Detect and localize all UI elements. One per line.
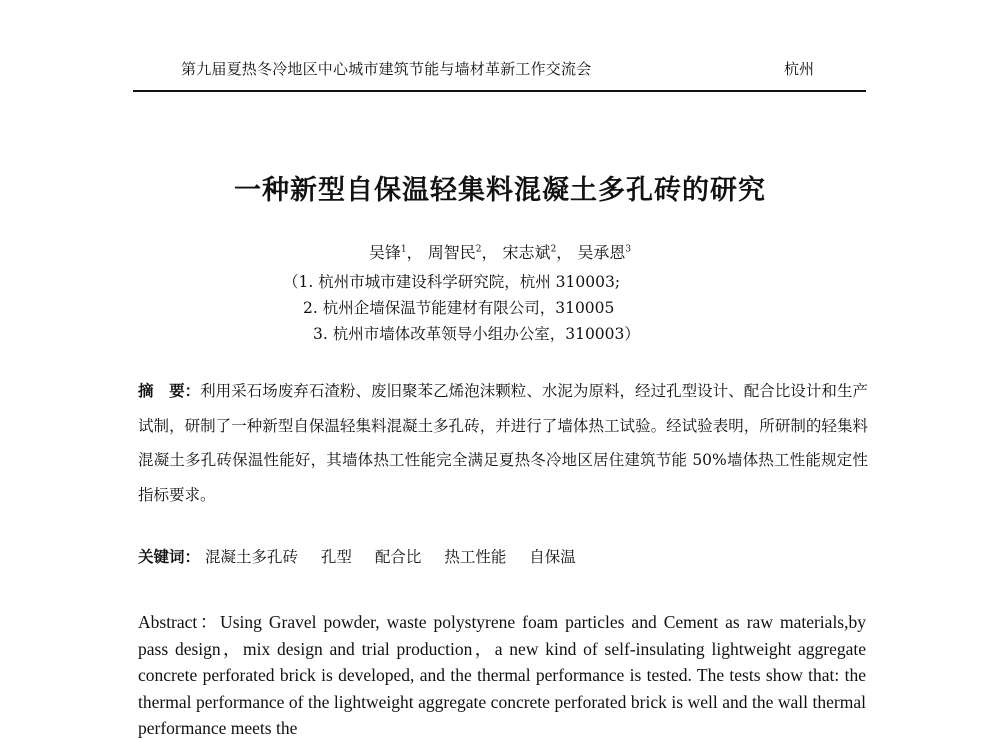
keyword: 混凝土多孔砖 [204,548,298,566]
affiliation-1: （1. 杭州市城市建设科学研究院，杭州 310003; [283,273,621,291]
keyword: 热工性能 [444,548,507,566]
author-affiliation-mark: 1 [400,244,407,255]
author-list [0,240,1000,263]
chinese-abstract [138,374,868,512]
author-separator: ， [481,243,498,262]
author-name: 吴锋 [368,243,401,262]
abstract-text: 利用采石场废弃石渣粉、废旧聚苯乙烯泡沫颗粒、水泥为原料，经过孔型设计、配合比设计和生产试制，研制了一种新型自保温轻集料混凝土多孔砖，并进行了墙体热工试验。经试验表明，所研制的轻集料混凝土多孔砖保温性能好，其墙体热工性能完全满足夏热冬冷地区居住建筑节能 50%墙体热工性能规定性指标要求。 [138,382,868,504]
running-header [133,54,866,92]
affiliation-2: 2. 杭州企墙保温节能建材有限公司，310005 [303,299,615,317]
abstract-label: 摘 要： [138,382,201,400]
author-name: 周智民 [427,243,476,262]
keyword: 自保温 [529,548,576,566]
conference-city: 杭州 [783,60,814,78]
keywords [138,545,594,567]
author-separator: ， [406,243,423,262]
author-affiliation-mark: 3 [625,244,632,255]
affiliation-3: 3. 杭州市墙体改革领导小组办公室，310003） [313,325,640,343]
keyword: 孔型 [320,548,352,566]
author-separator: ， [556,243,573,262]
author-affiliation-mark: 2 [475,244,482,255]
author-affiliation-mark: 2 [550,244,557,255]
english-abstract: Abstract：Using Gravel powder, waste polystyrene foam particles and Cement as raw materials,by pass design，mix design and trial production，a new kind of self-insulating lightweight aggregate concrete perforated brick is developed, and the thermal performance is tested. The tests show that: the thermal performance of the lightweight aggregate concrete perforated brick is well and the wall thermal performance meets the [138,612,866,738]
author-name: 宋志斌 [502,243,551,262]
conference-title: 第九届夏热冬冷地区中心城市建筑节能与墙材革新工作交流会 [181,60,592,78]
keyword: 配合比 [374,548,422,566]
paper-title: 一种新型自保温轻集料混凝土多孔砖的研究 [234,175,766,206]
author-name: 吴承恩 [577,243,626,262]
keywords-label: 关键词： [138,548,201,566]
